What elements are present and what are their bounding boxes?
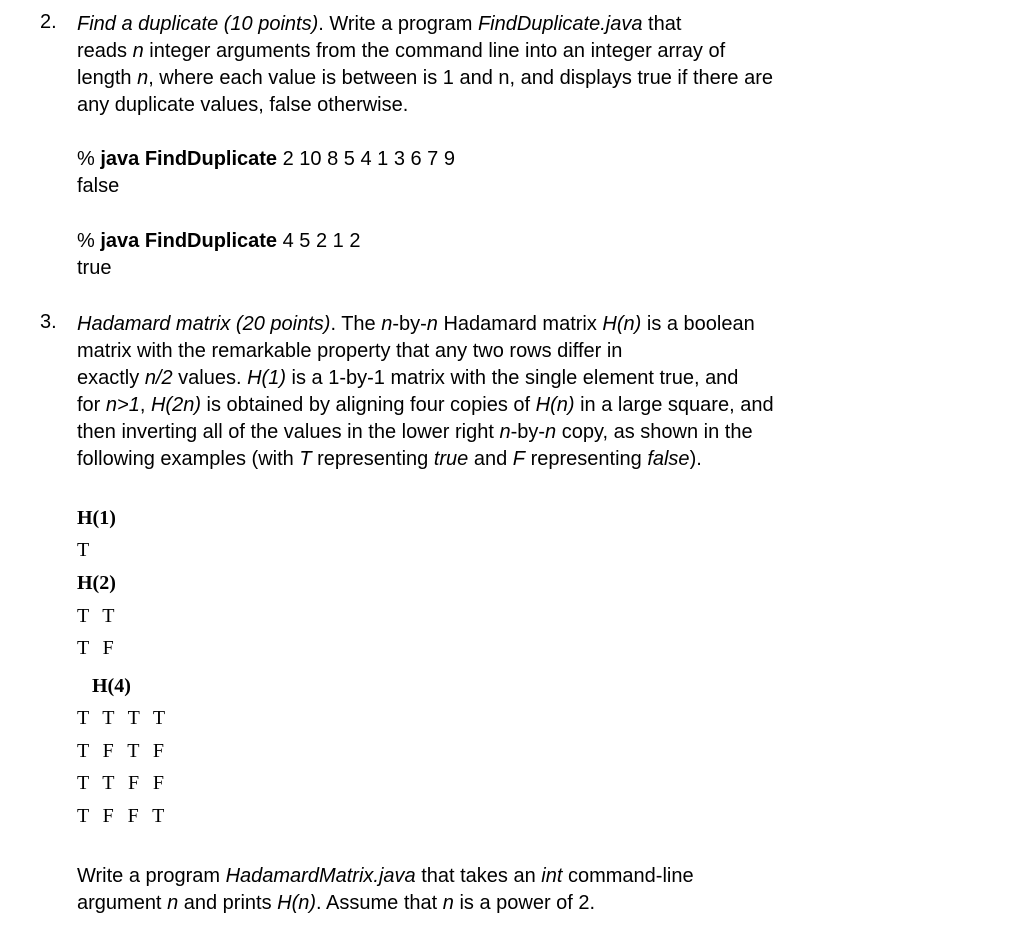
problem-2-filename: FindDuplicate.java [477, 13, 643, 35]
problem-3-title: Hadamard matrix (20 points) [77, 313, 331, 335]
example-1-command: java FindDuplicate [100, 148, 278, 170]
matrix-h1-row: T [77, 539, 94, 561]
example-2-output: true [77, 257, 112, 279]
example-1-args: 2 10 8 5 4 1 3 6 7 9 [277, 148, 455, 170]
example-2-args: 4 5 2 1 2 [277, 230, 361, 252]
problem-2-number: 2. [40, 11, 57, 33]
matrix-h1-label: H(1) [77, 507, 116, 529]
matrix-h2-row: T F [77, 637, 119, 659]
problem-3-number: 3. [40, 311, 57, 333]
problem-3-filename: HadamardMatrix.java [225, 865, 416, 887]
problem-2-title: Find a duplicate (10 points) [77, 13, 319, 35]
matrix-h4-row: T F T F [77, 740, 169, 762]
example-1: % java FindDuplicate 2 10 8 5 4 1 3 6 7 9 false [77, 146, 455, 200]
example-2: % java FindDuplicate 4 5 2 1 2 true [77, 228, 360, 282]
matrix-h4-label: H(4) [92, 675, 131, 697]
problem-2-statement: Find a duplicate (10 points). Write a program FindDuplicate.java that reads n integer arguments from the command line into an integer array of length n, where each value is between is 1 and n, and displays true if there are any duplicate values, false otherwise. [77, 13, 774, 116]
matrix-h4-row: T T T T [77, 707, 170, 729]
example-2-command: java FindDuplicate [100, 230, 278, 252]
problem-3-statement: Hadamard matrix (20 points). The n-by-n Hadamard matrix H(n) is a boolean matrix with the remarkable property that any two rows differ in exactly n/2 values. H(1) is a 1-by-1 matrix with the single element true, and for n>1, H(2n) is obtained by aligning four copies of H(n) in a large square, and then inverting all of the values in the lower right n-by-n copy, as shown in the following examples (with T representing true and F representing false). [77, 313, 774, 470]
example-1-output: false [77, 175, 120, 197]
problem-3-task: Write a program HadamardMatrix.java that takes an int command-line argument n and prints H(n). Assume that n is a power of 2. [77, 865, 694, 914]
matrix-h4-row: T F F T [77, 805, 169, 827]
matrix-h2-label: H(2) [77, 572, 116, 594]
matrix-h2-row: T T [77, 605, 119, 627]
matrix-h4-row: T T F F [77, 772, 169, 794]
